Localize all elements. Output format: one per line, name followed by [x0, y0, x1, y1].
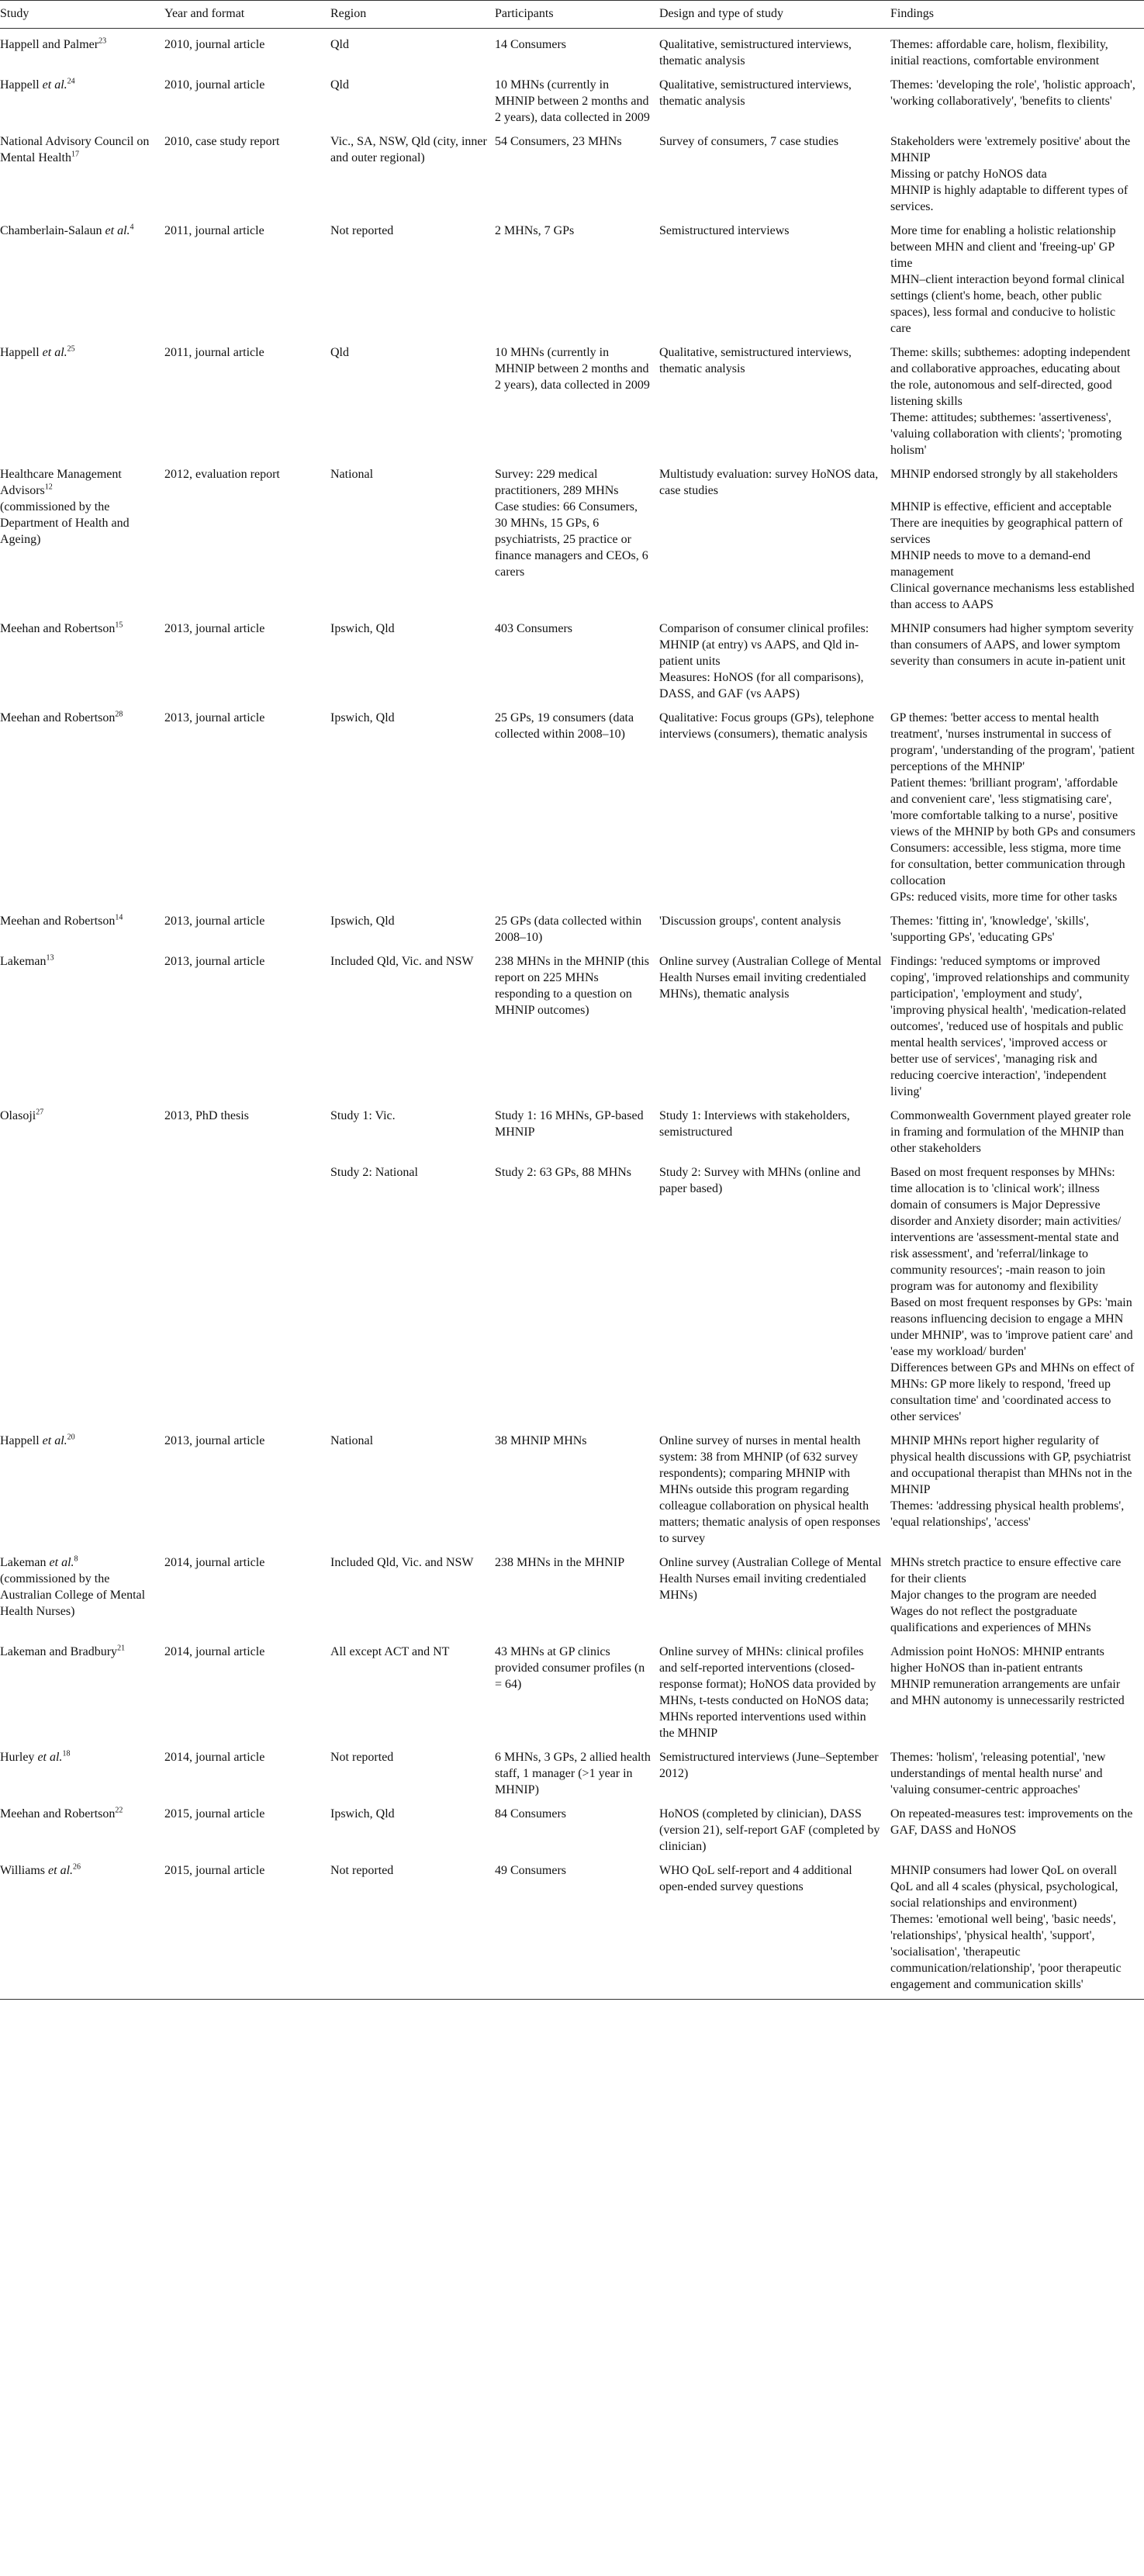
cell-design-text: Comparison of consumer clinical profiles: MHNIP (at entry) vs AAPS, and Qld in-patient units Measures: HoNOS (for all comparisons), DASS, and GAF (vs AAPS) — [659, 622, 869, 700]
cell-findings-text: Stakeholders were 'extremely positive' about the MHNIP Missing or patchy HoNOS data MHNIP is highly adaptable to different types of services. — [890, 135, 1131, 213]
cell-findings — [890, 1547, 1144, 1636]
cell-design — [659, 69, 890, 126]
cell-year-format-text: 2015, journal article — [164, 1864, 265, 1877]
study-reference: 8 — [74, 1554, 78, 1564]
cell-year-format — [164, 126, 330, 215]
cell-region-text: Vic., SA, NSW, Qld (city, inner and outer regional) — [330, 135, 487, 164]
cell-design — [659, 1798, 890, 1855]
cell-year-format — [164, 702, 330, 905]
cell-year-format-text: 2014, journal article — [164, 1645, 265, 1658]
cell-region — [330, 1636, 495, 1741]
cell-region-text: National — [330, 1434, 374, 1447]
cell-design-text: Qualitative: Focus groups (GPs), telephone interviews (consumers), thematic analysis — [659, 711, 874, 741]
table-row — [0, 1157, 1144, 1425]
cell-findings-text: GP themes: 'better access to mental health treatment', 'nurses instrumental in success of program', 'understanding of the program', 'patient perceptions of the MHNIP' Patient themes: 'brilliant program', 'affordable and convenient care', 'less stigmatising care', 'more comfortable talking to a nurse', positive views of the MHNIP by both GPs and consumers Consumers: accessible, less stigma, more time for consultation, better communication through collocation GPs: reduced visits, more time for other tasks — [890, 711, 1135, 904]
cell-design-text: Online survey (Australian College of Mental Health Nurses email inviting credentialed MHNs), thematic analysis — [659, 955, 882, 1001]
header-participants: Participants — [495, 1, 659, 29]
table-row — [0, 1798, 1144, 1855]
cell-year-format — [164, 946, 330, 1100]
cell-design-text: Study 2: Survey with MHNs (online and paper based) — [659, 1166, 861, 1195]
cell-region — [330, 613, 495, 702]
cell-findings-text: Themes: 'holism', 'releasing potential', 'new understandings of mental health nurse' and 'valuing consumer-centric approaches' — [890, 1751, 1106, 1796]
cell-study — [0, 337, 164, 458]
cell-region — [330, 1798, 495, 1855]
cell-region — [330, 1741, 495, 1798]
cell-year-format-text: 2013, journal article — [164, 955, 265, 968]
cell-participants — [495, 613, 659, 702]
cell-year-format-text: 2015, journal article — [164, 1807, 265, 1820]
cell-year-format-text: 2013, journal article — [164, 1434, 265, 1447]
cell-design-text: Qualitative, semistructured interviews, thematic analysis — [659, 78, 852, 108]
table-body — [0, 29, 1144, 2000]
cell-design — [659, 905, 890, 946]
cell-design-text: HoNOS (completed by clinician), DASS (version 21), self-report GAF (completed by clinician) — [659, 1807, 880, 1853]
cell-participants-text: 238 MHNs in the MHNIP — [495, 1556, 625, 1569]
cell-region-text: Ipswich, Qld — [330, 1807, 395, 1820]
cell-participants — [495, 905, 659, 946]
cell-year-format-text: 2013, PhD thesis — [164, 1109, 249, 1122]
cell-findings-text: Themes: 'fitting in', 'knowledge', 'skills', 'supporting GPs', 'educating GPs' — [890, 915, 1089, 944]
table-row — [0, 337, 1144, 458]
study-author: Happell et al. — [0, 78, 67, 92]
study-reference: 22 — [115, 1806, 123, 1815]
header-year-format: Year and format — [164, 1, 330, 29]
cell-design-text: Semistructured interviews — [659, 224, 790, 237]
cell-study — [0, 1157, 164, 1425]
table-row — [0, 69, 1144, 126]
cell-design — [659, 1547, 890, 1636]
table-row — [0, 126, 1144, 215]
cell-year-format-text: 2014, journal article — [164, 1751, 265, 1764]
cell-participants-text: Study 1: 16 MHNs, GP-based MHNIP — [495, 1109, 644, 1139]
cell-year-format-text: 2013, journal article — [164, 915, 265, 928]
cell-year-format — [164, 1157, 330, 1425]
cell-year-format — [164, 1547, 330, 1636]
cell-findings — [890, 1741, 1144, 1798]
cell-year-format — [164, 337, 330, 458]
study-reference: 23 — [99, 36, 107, 46]
cell-design-text: Semistructured interviews (June–September 2012) — [659, 1751, 879, 1780]
cell-region — [330, 1157, 495, 1425]
cell-participants-text: 403 Consumers — [495, 622, 572, 635]
cell-region-text: Ipswich, Qld — [330, 915, 395, 928]
table-row — [0, 1425, 1144, 1547]
cell-region-text: Included Qld, Vic. and NSW — [330, 955, 474, 968]
cell-findings — [890, 1425, 1144, 1547]
cell-findings-text: On repeated-measures test: improvements on the GAF, DASS and HoNOS — [890, 1807, 1133, 1837]
study-reference: 13 — [46, 953, 54, 963]
header-region: Region — [330, 1, 495, 29]
study-reference: 18 — [62, 1749, 71, 1758]
cell-region-text: Not reported — [330, 1751, 394, 1764]
cell-findings — [890, 29, 1144, 70]
cell-findings — [890, 458, 1144, 613]
table-row — [0, 905, 1144, 946]
study-author: Healthcare Management Advisors — [0, 468, 122, 497]
study-reference: 24 — [67, 77, 75, 86]
cell-design — [659, 337, 890, 458]
cell-findings — [890, 946, 1144, 1100]
study-author: Meehan and Robertson — [0, 1807, 116, 1820]
cell-findings — [890, 1636, 1144, 1741]
cell-participants-text: 25 GPs, 19 consumers (data collected within 2008–10) — [495, 711, 634, 741]
study-author: Chamberlain-Salaun et al. — [0, 224, 130, 237]
cell-findings — [890, 337, 1144, 458]
cell-region-text: All except ACT and NT — [330, 1645, 450, 1658]
cell-study — [0, 69, 164, 126]
cell-year-format — [164, 458, 330, 613]
cell-region — [330, 458, 495, 613]
cell-study — [0, 1855, 164, 2000]
cell-participants — [495, 1425, 659, 1547]
cell-findings — [890, 702, 1144, 905]
cell-findings-text: MHNIP consumers had higher symptom severity than consumers of AAPS, and lower symptom severity than consumers in acute in-patient unit — [890, 622, 1134, 668]
cell-year-format-text: 2010, journal article — [164, 78, 265, 92]
cell-design — [659, 613, 890, 702]
study-author: Happell et al. — [0, 346, 67, 359]
cell-year-format-text: 2011, journal article — [164, 224, 264, 237]
table-row — [0, 215, 1144, 337]
table-row — [0, 1636, 1144, 1741]
cell-year-format — [164, 1100, 330, 1157]
cell-participants — [495, 1741, 659, 1798]
cell-participants — [495, 702, 659, 905]
cell-study — [0, 1547, 164, 1636]
cell-year-format — [164, 905, 330, 946]
cell-design-text: Online survey of nurses in mental health system: 38 from MHNIP (of 632 survey respondents); comparing MHNIP with MHNs outside this program regarding colleague collaboration on physical health matters; thematic analysis of open responses to survey — [659, 1434, 880, 1545]
cell-region — [330, 946, 495, 1100]
cell-design — [659, 1855, 890, 2000]
cell-participants-text: 14 Consumers — [495, 38, 566, 51]
cell-region — [330, 1547, 495, 1636]
cell-participants — [495, 29, 659, 70]
cell-year-format — [164, 613, 330, 702]
cell-year-format-text: 2012, evaluation report — [164, 468, 280, 481]
cell-participants-text: 54 Consumers, 23 MHNs — [495, 135, 622, 148]
cell-region — [330, 1100, 495, 1157]
cell-region-text: Study 1: Vic. — [330, 1109, 396, 1122]
study-reference: 4 — [130, 223, 134, 232]
cell-region-text: Not reported — [330, 224, 394, 237]
header-study: Study — [0, 1, 164, 29]
table-row — [0, 458, 1144, 613]
cell-design — [659, 215, 890, 337]
table-row — [0, 702, 1144, 905]
study-note: (commissioned by the Department of Health and Ageing) — [0, 500, 130, 546]
cell-design — [659, 1157, 890, 1425]
cell-year-format — [164, 1855, 330, 2000]
cell-findings-text: MHNs stretch practice to ensure effective care for their clients Major changes to the program are needed Wages do not reflect the postgraduate qualifications and experiences of MHNs — [890, 1556, 1122, 1634]
cell-participants-text: 38 MHNIP MHNs — [495, 1434, 587, 1447]
cell-findings — [890, 215, 1144, 337]
cell-participants — [495, 1547, 659, 1636]
cell-findings — [890, 905, 1144, 946]
cell-region-text: Ipswich, Qld — [330, 622, 395, 635]
cell-participants-text: 238 MHNs in the MHNIP (this report on 225 MHNs responding to a question on MHNIP outcomes) — [495, 955, 649, 1017]
header-findings: Findings — [890, 1, 1144, 29]
cell-findings-text: Commonwealth Government played greater role in framing and formulation of the MHNIP than other stakeholders — [890, 1109, 1132, 1155]
cell-region — [330, 702, 495, 905]
cell-participants — [495, 1798, 659, 1855]
cell-design — [659, 126, 890, 215]
cell-year-format-text: 2011, journal article — [164, 346, 264, 359]
cell-year-format-text: 2014, journal article — [164, 1556, 265, 1569]
cell-participants — [495, 126, 659, 215]
study-author: Hurley et al. — [0, 1751, 63, 1764]
table-row — [0, 613, 1144, 702]
cell-participants — [495, 1157, 659, 1425]
cell-design-text: WHO QoL self-report and 4 additional open-ended survey questions — [659, 1864, 852, 1893]
cell-study — [0, 905, 164, 946]
table-row — [0, 1741, 1144, 1798]
cell-region-text: Ipswich, Qld — [330, 711, 395, 724]
study-reference: 27 — [36, 1108, 44, 1117]
cell-participants — [495, 946, 659, 1100]
cell-findings — [890, 1157, 1144, 1425]
cell-year-format-text: 2010, case study report — [164, 135, 280, 148]
cell-design — [659, 458, 890, 613]
cell-participants — [495, 337, 659, 458]
study-author: Lakeman and Bradbury — [0, 1645, 118, 1658]
cell-study — [0, 1636, 164, 1741]
cell-findings-text: MHNIP consumers had lower QoL on overall QoL and all 4 scales (physical, psychological, social relationships and environment) Themes: 'emotional well being', 'basic needs', 'relationships', 'physical health', 'support', 'socialisation', 'therapeutic communication/relationship', 'poor therapeutic engagement and communication skills' — [890, 1864, 1122, 1991]
study-reference: 12 — [44, 482, 53, 492]
cell-region-text: Qld — [330, 78, 349, 92]
cell-year-format-text: 2010, journal article — [164, 38, 265, 51]
cell-findings-text: Findings: 'reduced symptoms or improved coping', 'improved relationships and community participation', 'employment and study', 'improving physical health', 'medication-related outcomes', 'reduced use of hospitals and public mental health services', 'improved access or better use of services', 'managing risk and reducing coercive interaction', 'independent living' — [890, 955, 1130, 1098]
cell-region — [330, 905, 495, 946]
study-reference: 26 — [73, 1862, 81, 1872]
cell-design — [659, 702, 890, 905]
cell-region — [330, 1425, 495, 1547]
cell-participants-text: 25 GPs (data collected within 2008–10) — [495, 915, 642, 944]
cell-study — [0, 1100, 164, 1157]
cell-findings-text: Admission point HoNOS: MHNIP entrants higher HoNOS than in-patient entrants MHNIP remuneration arrangements are unfair and MHN autonomy is unnecessarily restricted — [890, 1645, 1125, 1707]
study-reference: 25 — [67, 344, 75, 354]
cell-region-text: Qld — [330, 346, 349, 359]
study-reference: 28 — [115, 710, 123, 719]
cell-design — [659, 29, 890, 70]
cell-region-text: Included Qld, Vic. and NSW — [330, 1556, 474, 1569]
cell-design-text: Qualitative, semistructured interviews, thematic analysis — [659, 38, 852, 67]
study-note: (commissioned by the Australian College of Mental Health Nurses) — [0, 1572, 146, 1618]
cell-design-text: Qualitative, semistructured interviews, thematic analysis — [659, 346, 852, 375]
study-author: Olasoji — [0, 1109, 36, 1122]
cell-findings-text: More time for enabling a holistic relationship between MHN and client and 'freeing-up' GP time MHN–client interaction beyond formal clinical settings (client's home, beach, other public spaces), less formal and conducive to holistic care — [890, 224, 1125, 335]
cell-study — [0, 1425, 164, 1547]
cell-participants — [495, 1636, 659, 1741]
cell-design — [659, 1636, 890, 1741]
cell-region — [330, 215, 495, 337]
cell-participants — [495, 1855, 659, 2000]
cell-region — [330, 1855, 495, 2000]
study-author: Lakeman et al. — [0, 1556, 74, 1569]
study-reference: 20 — [67, 1433, 75, 1442]
cell-design — [659, 946, 890, 1100]
cell-region-text: National — [330, 468, 374, 481]
cell-participants-text: 84 Consumers — [495, 1807, 566, 1820]
cell-findings — [890, 1855, 1144, 2000]
cell-findings-text: Based on most frequent responses by MHNs: time allocation is to 'clinical work'; illness domain of consumers is Major Depressive disorder and Anxiety disorder; main activities/ interventions are 'assessment-mental state and risk assessment', and 'referral/linkage to community resources'; -main reason to join program was for autonomy and flexibility Based on most frequent responses by GPs: 'main reasons influencing decision to engage a MHN under MHNIP', was to 'improve patient care' and 'ease my workload/ burden' Differences between GPs and MHNs on effect of MHNs: GP more likely to respond, 'freed up consultation time' and 'coordinated access to other services' — [890, 1166, 1135, 1423]
cell-study — [0, 613, 164, 702]
cell-region — [330, 337, 495, 458]
cell-study — [0, 29, 164, 70]
cell-study — [0, 1798, 164, 1855]
cell-findings-text: MHNIP endorsed strongly by all stakeholders MHNIP is effective, efficient and acceptable There are inequities by geographical pattern of services MHNIP needs to move to a demand-end management Clinical governance mechanisms less established than access to AAPS — [890, 468, 1135, 611]
cell-findings — [890, 69, 1144, 126]
cell-participants — [495, 1100, 659, 1157]
cell-year-format — [164, 1425, 330, 1547]
cell-study — [0, 946, 164, 1100]
cell-participants-text: 10 MHNs (currently in MHNIP between 2 months and 2 years), data collected in 2009 — [495, 346, 650, 392]
cell-study — [0, 458, 164, 613]
table-row — [0, 1547, 1144, 1636]
cell-study — [0, 702, 164, 905]
study-reference: 17 — [71, 150, 79, 159]
cell-year-format — [164, 1741, 330, 1798]
study-author: Happell et al. — [0, 1434, 67, 1447]
cell-participants-text: 49 Consumers — [495, 1864, 566, 1877]
cell-region-text: Qld — [330, 38, 349, 51]
table-row — [0, 1855, 1144, 2000]
cell-year-format — [164, 29, 330, 70]
study-author: Meehan and Robertson — [0, 915, 116, 928]
cell-study — [0, 126, 164, 215]
cell-design-text: 'Discussion groups', content analysis — [659, 915, 842, 928]
cell-year-format-text: 2013, journal article — [164, 622, 265, 635]
cell-participants-text: Survey: 229 medical practitioners, 289 MHNs Case studies: 66 Consumers, 30 MHNs, 15 GPs, 6 psychiatrists, 25 practice or finance managers and CEOs, 6 carers — [495, 468, 648, 579]
cell-year-format — [164, 1636, 330, 1741]
cell-design — [659, 1741, 890, 1798]
cell-participants — [495, 215, 659, 337]
cell-design-text: Multistudy evaluation: survey HoNOS data, case studies — [659, 468, 879, 497]
cell-findings-text: MHNIP MHNs report higher regularity of physical health discussions with GP, psychiatrist and occupational therapist than MHNs not in the MHNIP Themes: 'addressing physical health problems', 'equal relationships', 'access' — [890, 1434, 1132, 1529]
study-author: Williams et al. — [0, 1864, 74, 1877]
study-reference: 21 — [117, 1644, 126, 1653]
cell-findings-text: Themes: affordable care, holism, flexibility, initial reactions, comfortable environment — [890, 38, 1108, 67]
study-author: National Advisory Council on Mental Health — [0, 135, 150, 164]
study-author: Lakeman — [0, 955, 47, 968]
cell-region — [330, 29, 495, 70]
table-row — [0, 1100, 1144, 1157]
cell-year-format — [164, 69, 330, 126]
study-author: Happell and Palmer — [0, 38, 99, 51]
cell-participants-text: 10 MHNs (currently in MHNIP between 2 months and 2 years), data collected in 2009 — [495, 78, 650, 124]
cell-participants-text: Study 2: 63 GPs, 88 MHNs — [495, 1166, 632, 1179]
cell-region-text: Study 2: National — [330, 1166, 418, 1179]
cell-findings — [890, 1798, 1144, 1855]
cell-design-text: Study 1: Interviews with stakeholders, semistructured — [659, 1109, 850, 1139]
study-reference: 15 — [115, 621, 123, 630]
cell-design — [659, 1100, 890, 1157]
cell-region — [330, 126, 495, 215]
cell-design-text: Online survey (Australian College of Mental Health Nurses email inviting credentialed MHNs) — [659, 1556, 882, 1602]
study-author: Meehan and Robertson — [0, 622, 116, 635]
cell-region — [330, 69, 495, 126]
cell-participants — [495, 458, 659, 613]
table-row — [0, 946, 1144, 1100]
cell-findings-text: Themes: 'developing the role', 'holistic approach', 'working collaboratively', 'benefits to clients' — [890, 78, 1135, 108]
cell-design — [659, 1425, 890, 1547]
cell-findings — [890, 613, 1144, 702]
cell-findings — [890, 126, 1144, 215]
table-row — [0, 29, 1144, 70]
cell-participants-text: 43 MHNs at GP clinics provided consumer profiles (n = 64) — [495, 1645, 645, 1691]
cell-findings — [890, 1100, 1144, 1157]
cell-design-text: Online survey of MHNs: clinical profiles and self-reported interventions (closed-response format); HoNOS data provided by MHNs, t-tests conducted on HoNOS data; MHNs reported interventions used within the MHNIP — [659, 1645, 876, 1740]
cell-study — [0, 215, 164, 337]
cell-participants — [495, 69, 659, 126]
cell-design-text: Survey of consumers, 7 case studies — [659, 135, 839, 148]
cell-region-text: Not reported — [330, 1864, 394, 1877]
header-design: Design and type of study — [659, 1, 890, 29]
cell-participants-text: 6 MHNs, 3 GPs, 2 allied health staff, 1 manager (>1 year in MHNIP) — [495, 1751, 651, 1796]
cell-year-format-text: 2013, journal article — [164, 711, 265, 724]
cell-findings-text: Theme: skills; subthemes: adopting independent and collaborative approaches, educating about the role, autonomous and self-directed, good listening skills Theme: attitudes; subthemes: 'assertiveness', 'valuing collaboration with clients'; 'promoting holism' — [890, 346, 1131, 457]
cell-study — [0, 1741, 164, 1798]
study-reference: 14 — [115, 913, 123, 922]
table-header-row — [0, 1, 1144, 29]
cell-participants-text: 2 MHNs, 7 GPs — [495, 224, 575, 237]
study-author: Meehan and Robertson — [0, 711, 116, 724]
cell-year-format — [164, 215, 330, 337]
cell-year-format — [164, 1798, 330, 1855]
